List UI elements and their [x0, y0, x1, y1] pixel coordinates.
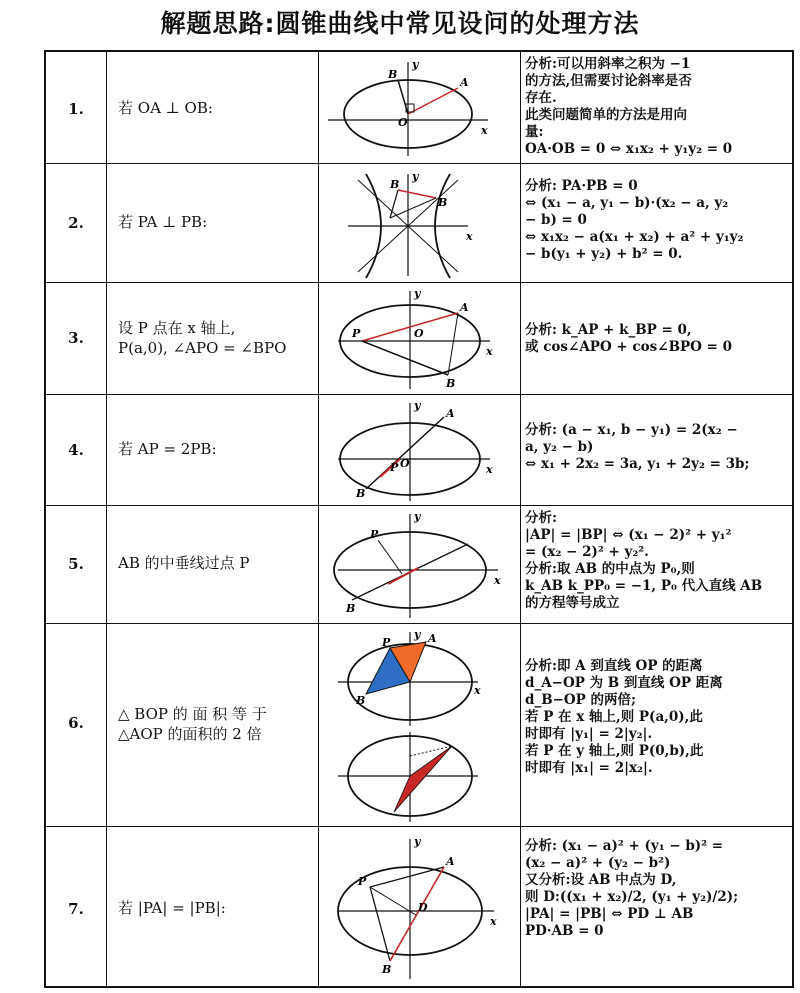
row-analysis: 分析: PA·PB = 0 ⇔ (x₁ − a, y₁ − b)·(x₂ − a, y₂ − b) = 0 ⇔ x₁x₂ − a(x₁ + x₂) + a² + y₁y₂ − b(y₁ + y₂) + b² = 0. [525, 178, 744, 262]
svg-text:x: x [490, 915, 497, 928]
svg-text:y: y [412, 170, 419, 183]
svg-text:B: B [438, 196, 448, 209]
row-condition: 若 |PA| = |PB|: [118, 899, 226, 917]
row-number: 4. [68, 441, 84, 459]
row-divider [46, 163, 792, 164]
svg-text:A: A [428, 632, 437, 645]
column-divider [520, 52, 521, 986]
svg-text:B: B [346, 602, 356, 615]
svg-text:x: x [486, 463, 493, 476]
svg-text:P: P [352, 327, 361, 340]
svg-text:x: x [481, 124, 488, 137]
row-divider [46, 505, 792, 506]
row-analysis: 分析:即 A 到直线 OP 的距离 d_A−OP 为 B 到直线 OP 距离 d_B−OP 的两倍; 若 P 在 x 轴上,则 P(a,0),此 时即有 |y₁| = 2|y₂|. 若 P 在 y 轴上,则 P(0,b),此 时即有 |x₁| = 2|x₂|. [525, 658, 723, 776]
row-analysis: 分析: (x₁ − a)² + (y₁ − b)² = (x₂ − a)² + (y₂ − b²) 又分析:设 AB 中点为 D, 则 D:((x₁ + x₂)/2, (y₁ + y₂)/2); |PA| = |PB| ⇔ PD ⊥ AB PD·AB = 0 [525, 838, 739, 939]
row-divider [46, 394, 792, 395]
row-condition: 若 OA ⊥ OB: [118, 99, 213, 117]
row-number: 7. [68, 900, 84, 918]
row-condition: 若 AP = 2PB: [118, 440, 217, 458]
row-analysis: 分析: k_AP + k_BP = 0, 或 cos∠APO + cos∠BPO = 0 [525, 322, 732, 355]
svg-text:P: P [358, 875, 367, 888]
row-number: 2. [68, 214, 84, 232]
svg-text:B: B [390, 178, 400, 191]
row-condition: AB 的中垂线过点 P [118, 554, 250, 572]
svg-text:x: x [486, 345, 493, 358]
column-divider [106, 52, 107, 986]
svg-text:y: y [414, 510, 421, 523]
row-condition: 若 PA ⊥ PB: [118, 213, 208, 231]
svg-text:A: A [446, 855, 455, 868]
row-divider [46, 826, 792, 827]
row-condition: △ BOP 的 面 积 等 于 △AOP 的面积的 2 倍 [118, 705, 267, 743]
svg-text:x: x [466, 230, 473, 243]
svg-text:O: O [398, 116, 408, 129]
svg-text:O: O [414, 327, 424, 340]
svg-text:B: B [356, 487, 366, 500]
row-analysis: 分析: |AP| = |BP| ⇔ (x₁ − 2)² + y₁² = (x₂ − 2)² + y₂². 分析:取 AB 的中点为 P₀,则 k_AB k_PP₀ = −1, P₀ 代入直线 AB 的方程等号成立 [525, 510, 763, 611]
svg-text:B: B [446, 377, 456, 390]
row-divider [46, 623, 792, 624]
row-number: 1. [68, 100, 84, 118]
page-title: 解题思路:圆锥曲线中常见设问的处理方法 [160, 9, 640, 38]
svg-text:B: B [382, 963, 392, 976]
row-number: 3. [68, 329, 84, 347]
ellipse-perpendicular-figure [318, 56, 518, 160]
svg-text:D: D [418, 901, 428, 914]
svg-text:y: y [414, 399, 421, 412]
svg-text:P: P [390, 461, 399, 474]
svg-text:A: A [460, 76, 469, 89]
svg-text:A: A [460, 301, 469, 314]
row-divider [46, 282, 792, 283]
ellipse-vector-ratio-figure [318, 397, 518, 503]
svg-text:B: B [356, 694, 366, 707]
svg-text:A: A [446, 407, 455, 420]
svg-text:y: y [412, 58, 419, 71]
ellipse-equal-distance-figure [318, 829, 518, 987]
svg-text:B: B [388, 68, 398, 81]
row-analysis: 分析: (a − x₁, b − y₁) = 2(x₂ − a, y₂ − b) ⇔ x₁ + 2x₂ = 3a, y₁ + 2y₂ = 3b; [525, 422, 750, 472]
svg-text:y: y [414, 628, 421, 641]
svg-text:P: P [370, 528, 379, 541]
svg-text:x: x [494, 574, 501, 587]
svg-text:O: O [400, 457, 410, 470]
row-analysis: 分析:可以用斜率之积为 −1 的方法,但需要讨论斜率是否 存在. 此类问题简单的方法是用向 量: OA·OB = 0 ⇔ x₁x₂ + y₁y₂ = 0 [525, 56, 733, 157]
methods-table [44, 50, 794, 988]
svg-text:y: y [414, 835, 421, 848]
triangle-area-figure [318, 626, 518, 824]
ellipse-equal-angle-figure [318, 285, 518, 393]
row-number: 6. [68, 714, 84, 732]
hyperbola-perpendicular-figure [318, 166, 518, 280]
ellipse-bisector-figure [318, 508, 518, 622]
svg-text:x: x [474, 684, 481, 697]
svg-text:y: y [414, 287, 421, 300]
row-condition: 设 P 点在 x 轴上, P(a,0), ∠APO = ∠BPO [118, 319, 287, 357]
svg-text:P: P [382, 636, 391, 649]
row-number: 5. [68, 555, 84, 573]
